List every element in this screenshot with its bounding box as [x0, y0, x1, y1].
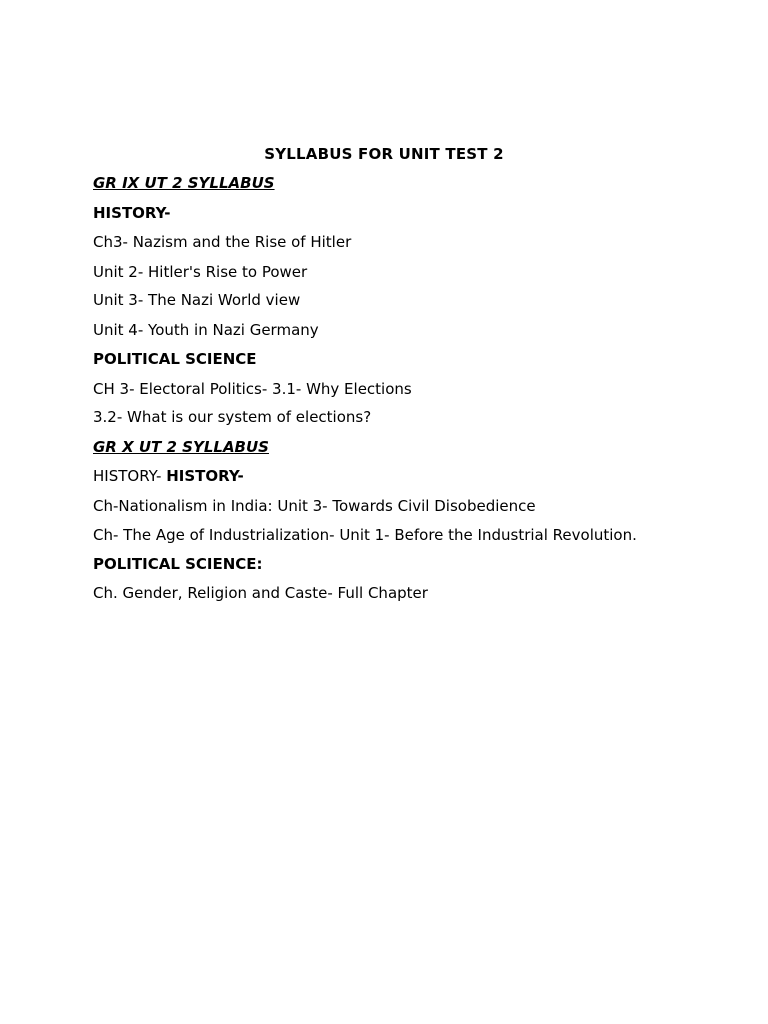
grade9-history-item: Unit 4- Youth in Nazi Germany — [93, 321, 319, 339]
grade9-history-heading: HISTORY- — [93, 204, 171, 222]
grade10-history-prefix: HISTORY- — [93, 467, 167, 485]
grade10-polsci-heading: POLITICAL SCIENCE: — [93, 555, 263, 573]
grade9-history-item: Unit 3- The Nazi World view — [93, 291, 301, 309]
grade10-polsci-item: Ch. Gender, Religion and Caste- Full Chapter — [93, 584, 428, 602]
grade10-history-item: Ch-Nationalism in India: Unit 3- Towards Civil Disobedience — [93, 497, 536, 515]
grade9-history-item: Ch3- Nazism and the Rise of Hitler — [93, 233, 352, 251]
grade9-polsci-item: CH 3- Electoral Politics- 3.1- Why Elections — [93, 380, 412, 398]
grade9-polsci-heading: POLITICAL SCIENCE — [93, 350, 257, 368]
document-title: SYLLABUS FOR UNIT TEST 2 — [264, 145, 504, 163]
grade10-history-heading: HISTORY- — [166, 467, 244, 485]
grade9-polsci-item: 3.2- What is our system of elections? — [93, 408, 372, 426]
grade10-history-item: Ch- The Age of Industrialization- Unit 1- Before the Industrial Revolution. — [93, 526, 637, 544]
grade10-heading: GR X UT 2 SYLLABUS — [93, 438, 269, 456]
grade9-heading: GR IX UT 2 SYLLABUS — [93, 174, 275, 192]
grade10-history-line — [93, 467, 244, 485]
grade9-history-item: Unit 2- Hitler's Rise to Power — [93, 263, 308, 281]
